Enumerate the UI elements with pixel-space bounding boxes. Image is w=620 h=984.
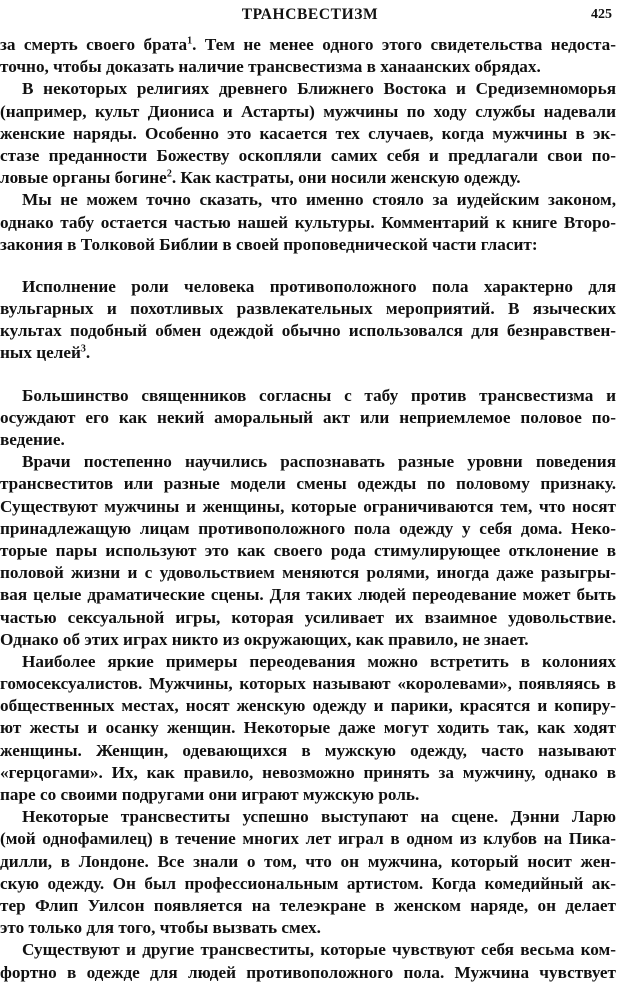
text-line: Существуют и другие трансвеститы, которые чувствуют себя весьма ком- <box>22 940 616 960</box>
text-line: тер Флип Уилсон появляется на телеэкране в женском наряде, он делает <box>0 895 616 915</box>
text-line: ведение. <box>0 430 65 449</box>
footnote-ref: 2 <box>166 168 172 180</box>
text-line: общественных местах, носят женскую одежду и парики, красятся и копиру- <box>0 696 616 716</box>
text-line: паре со своими подругами они играют мужскую роль. <box>0 785 420 804</box>
quote-line: культах подобный обмен одеждой обычно использовался для безнравствен- <box>0 321 616 341</box>
text-line: (например, культ Диониса и Астарты) мужчины по ходу службы надевали <box>0 101 616 121</box>
text-line: Однако об этих играх никто из окружающих, как правило, не знает. <box>0 629 529 649</box>
text-line: женщины. Женщин, одевающихся в мужскую одежду, часто называют <box>0 740 616 760</box>
text-line: торые пары используют это как своего рода стимулирующее отклонение в <box>0 540 616 560</box>
text-line: гомосексуалистов. Мужчины, которых называют «королевами», появляясь в <box>0 674 616 694</box>
running-title: ТРАНСВЕСТИЗМ <box>241 6 379 23</box>
text-line: скую одежду. Он был профессиональным артистом. Когда комедийный ак- <box>0 873 616 893</box>
quote-line: Исполнение роли человека противоположного пола характерно для <box>22 276 616 296</box>
running-header <box>0 6 620 28</box>
text-line: В некоторых религиях древнего Ближнего Востока и Средиземноморья <box>22 79 616 99</box>
text-line: это только для того, чтобы вызвать смех. <box>0 918 321 938</box>
text-line: однако табу остается частью нашей культуры. Комментарий к книге Второ- <box>0 212 616 232</box>
text-line: фортно в одежде для людей противоположного пола. Мужчина чувствует <box>0 962 616 982</box>
text-line: женские наряды. Особенно это касается тех случаев, когда мужчины в эк- <box>0 123 616 143</box>
text-line: точно, чтобы доказать наличие трансвестизма в ханаанских обрядах. <box>0 57 541 77</box>
footnote-ref: 1 <box>187 35 193 47</box>
text-line: трансвеститов или разные модели смены одежды по половому признаку. <box>0 474 616 494</box>
text-line: Большинство священников согласны с табу против трансвестизма и <box>22 385 616 405</box>
text-line: Некоторые трансвеститы успешно выступают на сцене. Дэнни Ларю <box>22 807 616 827</box>
text-line: принадлежащую лицам противоположного пола одежду у себя дома. Неко- <box>0 518 616 538</box>
text-line: стазе преданности Божеству оскопляли самих себя и предлагали свои по- <box>0 145 616 165</box>
text-line: (мой однофамилец) в течение многих лет играл в одном из клубов на Пика- <box>0 829 616 849</box>
text-line: Мы не можем точно сказать, что именно стояло за иудейским законом, <box>22 190 616 210</box>
text-line: дилли, в Лондоне. Все знали о том, что он мужчина, который носит жен- <box>0 851 616 871</box>
text-line: половой жизни и с удовольствием меняются ролями, иногда даже разыгры- <box>0 563 616 583</box>
quote-line: ных целей$^3$. <box>0 343 91 363</box>
text-line: вая целые драматические сцены. Для таких людей переодевание может быть <box>0 585 616 605</box>
text-line: «герцогами». Их, как правило, невозможно принять за мужчину, однако в <box>0 762 616 782</box>
body-text <box>0 34 616 984</box>
text-line: Врачи постепенно научились распознавать разные уровни поведения <box>22 452 616 472</box>
text-line: за смерть своего брата$^1$. Тем не менее одного этого свидетельства недоста- <box>0 35 617 54</box>
text-line: ют жесты и осанку женщин. Некоторые даже могут ходить так, как ходят <box>0 718 616 738</box>
page-number: 425 <box>591 7 612 22</box>
footnote-ref: 3 <box>80 343 86 355</box>
quote-line: вульгарных и похотливых развлекательных мероприятий. В языческих <box>0 299 616 319</box>
text-line: частью сексуальной игры, которая усиливает их взаимное удовольствие. <box>0 607 616 627</box>
text-line: ловые органы богине$^2$. Как кастраты, они носили женскую одежду. <box>0 168 521 188</box>
text-line: осуждают его как некий аморальный акт или неприемлемое половое по- <box>0 407 616 427</box>
text-line: закония в Толковой Библии в своей проповеднической части гласит: <box>0 234 538 254</box>
text-line: Существуют мужчины и женщины, которые ограничиваются тем, что носят <box>0 496 616 516</box>
text-line: Наиболее яркие примеры переодевания можно встретить в колониях <box>22 651 616 671</box>
